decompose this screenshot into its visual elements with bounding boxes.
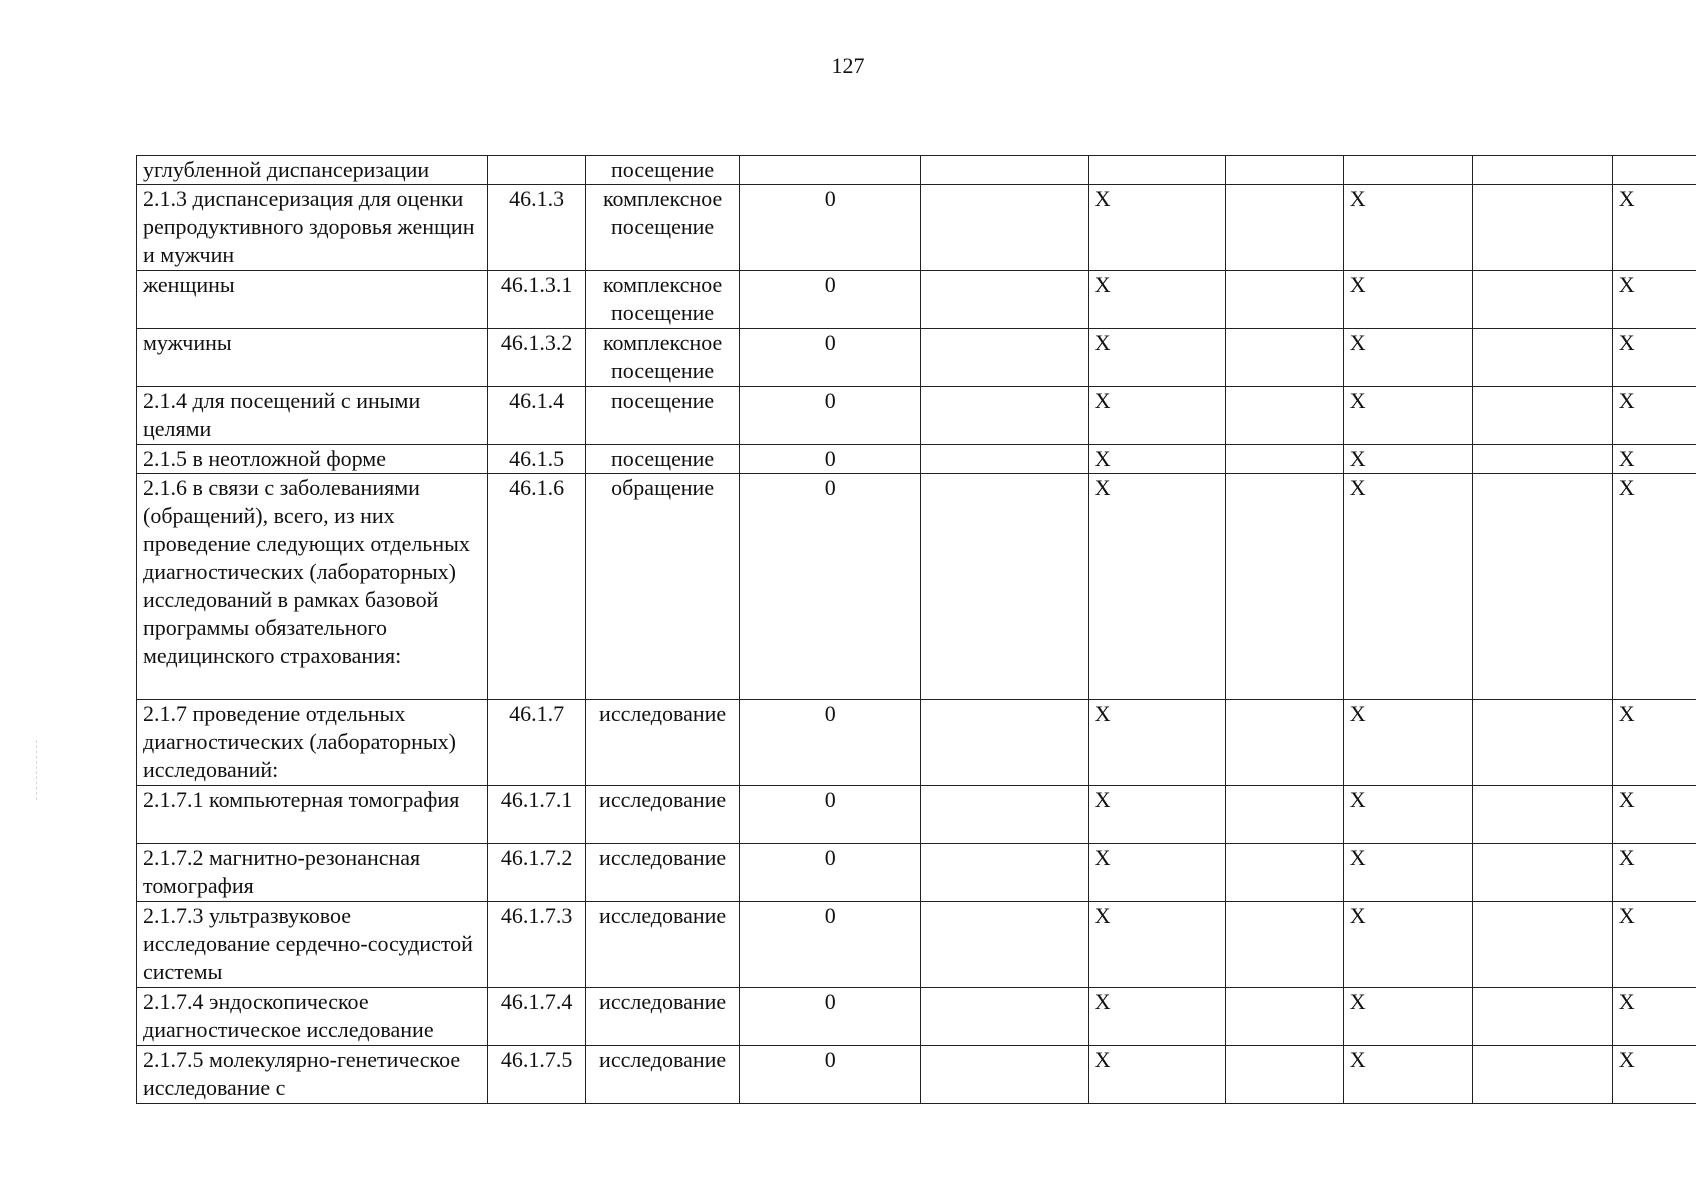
table-body [137, 156, 1696, 1104]
blank-cell [1473, 329, 1612, 387]
x-cell: X [1088, 445, 1226, 474]
row-unit-cell: посещение [586, 387, 740, 445]
blank-cell [921, 185, 1088, 271]
x-cell: X [1343, 1046, 1473, 1104]
x-cell: X [1343, 185, 1473, 271]
x-cell [1343, 156, 1473, 185]
row-code-cell: 46.1.3 [488, 185, 586, 271]
row-name-cell: 2.1.7.2 магнитно-резонансная томография [137, 844, 488, 902]
row-name-cell: 2.1.6 в связи с заболеваниями (обращений), всего, из них проведение следующих отдельных диагностических (лабораторных) исследований в рамках базовой программы обязательного медицинского страхования: [137, 474, 488, 700]
row-name-cell: 2.1.7.4 эндоскопическое диагностическое исследование [137, 988, 488, 1046]
row-unit-cell: посещение [586, 445, 740, 474]
blank-cell [1473, 1046, 1612, 1104]
row-name-cell: 2.1.7.1 компьютерная томография [137, 786, 488, 844]
table-row [137, 988, 1696, 1046]
x-cell: X [1612, 988, 1696, 1046]
row-unit-cell: исследование [586, 1046, 740, 1104]
x-cell [1612, 156, 1696, 185]
row-name-cell: 2.1.3 диспансеризация для оценки репродуктивного здоровья женщин и мужчин [137, 185, 488, 271]
row-value-cell: 0 [740, 700, 921, 786]
row-name-cell: 2.1.4 для посещений с иными целями [137, 387, 488, 445]
row-unit-cell: комплексное посещение [586, 329, 740, 387]
x-cell: X [1343, 445, 1473, 474]
table-row [137, 387, 1696, 445]
blank-cell [1473, 700, 1612, 786]
x-cell: X [1088, 902, 1226, 988]
blank-cell [1473, 445, 1612, 474]
row-value-cell: 0 [740, 1046, 921, 1104]
blank-cell [921, 387, 1088, 445]
row-name-cell: мужчины [137, 329, 488, 387]
x-cell: X [1612, 387, 1696, 445]
x-cell: X [1343, 988, 1473, 1046]
row-name-cell: 2.1.7 проведение отдельных диагностических (лабораторных) исследований: [137, 700, 488, 786]
row-value-cell: 0 [740, 474, 921, 700]
blank-cell [1226, 156, 1344, 185]
row-name-cell: углубленной диспансеризации [137, 156, 488, 185]
row-unit-cell: обращение [586, 474, 740, 700]
page-number: 127 [831, 53, 865, 78]
x-cell: X [1612, 902, 1696, 988]
x-cell: X [1088, 1046, 1226, 1104]
row-value-cell: 0 [740, 387, 921, 445]
blank-cell [1226, 902, 1344, 988]
row-value-cell: 0 [740, 902, 921, 988]
blank-cell [921, 786, 1088, 844]
x-cell: X [1612, 329, 1696, 387]
table-row [137, 700, 1696, 786]
table-row [137, 786, 1696, 844]
row-code-cell: 46.1.7.2 [488, 844, 586, 902]
blank-cell [921, 700, 1088, 786]
row-value-cell [740, 156, 921, 185]
row-code-cell: 46.1.7.3 [488, 902, 586, 988]
blank-cell [1473, 156, 1612, 185]
x-cell: X [1343, 700, 1473, 786]
table-row [137, 844, 1696, 902]
x-cell: X [1343, 844, 1473, 902]
row-code-cell: 46.1.7 [488, 700, 586, 786]
blank-cell [1473, 988, 1612, 1046]
row-name-cell: 2.1.7.5 молекулярно-генетическое исследование с [137, 1046, 488, 1104]
row-code-cell: 46.1.3.2 [488, 329, 586, 387]
row-code-cell: 46.1.4 [488, 387, 586, 445]
x-cell: X [1343, 387, 1473, 445]
x-cell: X [1612, 844, 1696, 902]
blank-cell [921, 445, 1088, 474]
blank-cell [1226, 185, 1344, 271]
table-row [137, 156, 1696, 185]
x-cell: X [1088, 844, 1226, 902]
row-value-cell: 0 [740, 844, 921, 902]
row-code-cell: 46.1.6 [488, 474, 586, 700]
blank-cell [1226, 387, 1344, 445]
x-cell: X [1612, 185, 1696, 271]
blank-cell [1226, 1046, 1344, 1104]
blank-cell [1226, 786, 1344, 844]
data-table [136, 155, 1696, 1104]
row-code-cell [488, 156, 586, 185]
x-cell [1088, 156, 1226, 185]
row-code-cell: 46.1.7.5 [488, 1046, 586, 1104]
row-value-cell: 0 [740, 185, 921, 271]
x-cell: X [1343, 271, 1473, 329]
blank-cell [1226, 445, 1344, 474]
x-cell: X [1612, 786, 1696, 844]
blank-cell [1226, 271, 1344, 329]
row-unit-cell: комплексное посещение [586, 185, 740, 271]
row-value-cell: 0 [740, 271, 921, 329]
row-unit-cell: исследование [586, 786, 740, 844]
blank-cell [1226, 329, 1344, 387]
x-cell: X [1612, 445, 1696, 474]
blank-cell [921, 271, 1088, 329]
row-unit-cell: исследование [586, 700, 740, 786]
table-row [137, 445, 1696, 474]
row-unit-cell: исследование [586, 844, 740, 902]
x-cell: X [1343, 902, 1473, 988]
x-cell: X [1088, 474, 1226, 700]
blank-cell [1226, 700, 1344, 786]
row-name-cell: женщины [137, 271, 488, 329]
blank-cell [921, 988, 1088, 1046]
x-cell: X [1088, 387, 1226, 445]
blank-cell [1473, 902, 1612, 988]
row-name-cell: 2.1.7.3 ультразвуковое исследование сердечно-сосудистой системы [137, 902, 488, 988]
x-cell: X [1612, 474, 1696, 700]
blank-cell [921, 329, 1088, 387]
table-row [137, 185, 1696, 271]
row-code-cell: 46.1.7.1 [488, 786, 586, 844]
table-row [137, 271, 1696, 329]
x-cell: X [1088, 786, 1226, 844]
row-unit-cell: комплексное посещение [586, 271, 740, 329]
x-cell: X [1612, 700, 1696, 786]
blank-cell [1473, 786, 1612, 844]
row-unit-cell: посещение [586, 156, 740, 185]
x-cell: X [1343, 474, 1473, 700]
row-name-cell: 2.1.5 в неотложной форме [137, 445, 488, 474]
x-cell: X [1088, 700, 1226, 786]
blank-cell [1473, 271, 1612, 329]
table-row [137, 902, 1696, 988]
blank-cell [921, 902, 1088, 988]
x-cell: X [1088, 988, 1226, 1046]
row-code-cell: 46.1.3.1 [488, 271, 586, 329]
row-code-cell: 46.1.7.4 [488, 988, 586, 1046]
table-row [137, 329, 1696, 387]
blank-cell [921, 1046, 1088, 1104]
row-value-cell: 0 [740, 786, 921, 844]
blank-cell [1226, 988, 1344, 1046]
table-row [137, 474, 1696, 700]
x-cell: X [1343, 786, 1473, 844]
row-value-cell: 0 [740, 988, 921, 1046]
blank-cell [1473, 185, 1612, 271]
row-unit-cell: исследование [586, 902, 740, 988]
x-cell: X [1343, 329, 1473, 387]
row-code-cell: 46.1.5 [488, 445, 586, 474]
x-cell: X [1088, 185, 1226, 271]
x-cell: X [1088, 271, 1226, 329]
blank-cell [1226, 474, 1344, 700]
row-unit-cell: исследование [586, 988, 740, 1046]
blank-cell [1473, 844, 1612, 902]
blank-cell [921, 474, 1088, 700]
table-row [137, 1046, 1696, 1104]
row-value-cell: 0 [740, 445, 921, 474]
blank-cell [1473, 474, 1612, 700]
x-cell: X [1088, 329, 1226, 387]
x-cell: X [1612, 1046, 1696, 1104]
blank-cell [921, 844, 1088, 902]
blank-cell [1473, 387, 1612, 445]
x-cell: X [1612, 271, 1696, 329]
blank-cell [921, 156, 1088, 185]
blank-cell [1226, 844, 1344, 902]
scan-artifact [36, 740, 49, 800]
row-value-cell: 0 [740, 329, 921, 387]
